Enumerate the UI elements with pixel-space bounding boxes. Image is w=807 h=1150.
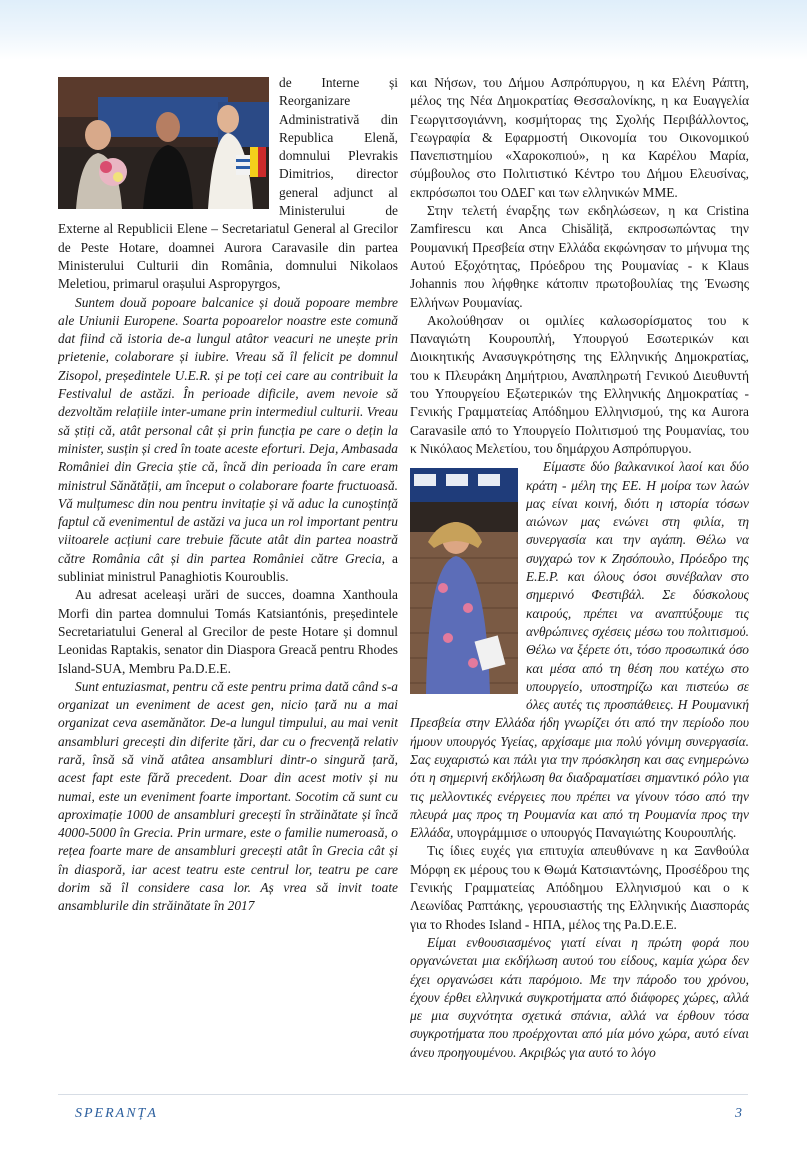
photo-women-with-flowers — [58, 77, 269, 209]
left-column — [58, 74, 398, 1090]
photo-speakers-on-stage — [410, 468, 518, 694]
magazine-title: SPERANȚA — [75, 1106, 158, 1121]
paragraph: και Νήσων, του Δήμου Ασπρόπυργου, η κα Ελένη Ράπτη, μέλος της Νέα Δημοκρατίας Θεσσαλονίκης, η κα Ευαγγελία Γεωργιτσογιάννη, κοσμήτορας της Σχολής Περιβάλλοντος, Γεωγραφία & Εφαρμοστή Οικονομία του Οικονομικού Πανεπιστημίου «Χαροκοπιού», η κα Καρέλου Μαρία, σύμβουλος στο Πολιτιστικό Κέντρο του Δήμου Ελευσίνας, εκπρόσωποι του ΟΔΕΓ και των ελληνικών ΜΜΕ. — [410, 75, 749, 200]
paragraph-quote — [58, 678, 398, 916]
right-column — [410, 74, 749, 1090]
paragraph: Au adresat aceleași urări de succes, doamna Xanthoula Morfi din partea domnului Tomás Katsiantónis, președintele Secretariatului General al Grecilor de peste Hotare și domnul Leonidas Raptakis, senator din Diaspora Greacă pentru Rhodes Island-SUA, Membru Pa.D.E.E. — [58, 587, 398, 676]
quote-attribution: a subliniat ministrul Panaghiotis Kouroublis. — [58, 550, 398, 585]
paragraph-quote — [410, 934, 749, 1062]
quote-text: Είμαι ενθουσιασμένος γιατί είναι η πρώτη φορά που οργανώνεται μια εκδήλωση αυτού του είδους, καμία χώρα δεν έχει οργανώσει κάτι παρόμοιο. Με την πάροδο του χρόνου, έχουν έρθει ελληνικά συγκροτήματα από διάφορες χώρες, αλλά με μια συχνότητα σχετικά σπάνια, αλλά να έρθουν τόσα συγκροτήματα που προέρχονται από μία μόνο χώρα, αυτό είναι άνευ προηγουμένου. Ακριβώς για αυτό το λόγο — [410, 934, 749, 1060]
paragraph-quote — [58, 294, 398, 587]
paragraph: de Interne și Reorganizare Administrativă din Republica Elenă, domnului Plevrakis Dimitrios, director general adjunct al Ministerului de Externe al Republicii Elene – Secretariatul General al Grecilor de Peste Hotare, doamnei Aurora Caravasile din partea Ministerului Culturii din România, domnului Nikolaos Meletiou, primarul orașului Aspropyrgos, — [58, 75, 398, 292]
paragraph: Στην τελετή έναρξης των εκδηλώσεων, η κα Cristina Zamfirescu και Anca Chisăliță, εκπροσωπώντας την Ρουμανική Πρεσβεία στην Ελλάδα εκφώνησαν το μήνυμα της Αυτού Εξοχότητας, Πρόεδρου της Ρουμανίας - κ Klaus Johannis που λήφθηκε κάτοπιν πρωτοβουλίας της Ένωσης Ελλήνων Ρουμανίας. — [410, 203, 749, 310]
footer-divider — [58, 1094, 748, 1095]
header-band — [0, 0, 807, 60]
quote-attribution: υπογράμμισε ο υπουργός Παναγιώτης Κουρουπλής. — [456, 825, 737, 841]
quote-text: Sunt entuziasmat, pentru că este pentru prima dată când s-a organizat un eveniment de acest gen, nicio țară nu a mai organizat ceva asemănător. De-a lungul timpului, au mai venit ansambluri grecești din diferite țări, dar cu o frecvență relativ rară, însă să vină atâtea ansambluri dintr-o singură țară, acest fapt este fără precedent. Doar din acest motiv și nu numai, este un eveniment foarte important. Socotim că sunt cu aproximație 1000 de ansambluri grecești în străinătate și încă 4000-5000 în Grecia. Prin urmare, este o familie numeroasă, o rețea foarte mare de ansambluri grecești atât în Grecia cât și în diasporă, iar acest teatru este centrul lor, teatru pe care dorim să îl considere casa lor. Aș vrea să invit toate ansamblurile din străinătate în 2017 — [58, 678, 398, 914]
paragraph: Τις ίδιες ευχές για επιτυχία απευθύνανε η κα Ξανθούλα Μόρφη εκ μέρους του κ Θωμά Κατσιαντώνης, Προσέδρου της Γενικής Γραμματείας Απόδημου Ελληνισμού και ο κ Λεωνίδας Ραπτάκης, γερουσιαστής της Ελληνικής Διασποράς για το Rhodes Island - ΗΠΑ, μέλος της Pa.D.E.E. — [410, 843, 749, 932]
quote-text: Είμαστε δύο βαλκανικοί λαοί και δύο κράτη - μέλη της ΕΕ. Η μοίρα των λαών μας είναι κοινή, διότι η ιστορία τόσων αιώνων μας ενώνει στη φιλία, τη συνεργασία και την αγάπη. Θέλω να συγχαρώ τον κ Ζησόπουλο, Πρόεδρο της Ε.Ε.Ρ. και όλους όσοι συνέβαλαν στο σημερινό Φεστιβάλ. Σε δύσκολους καιρούς, πρέπει να αναπτύξουμε τις ανθρώπινες σχέσεις μέσω του πολιτισμού. Θέλω να ξέρετε ότι, τόσο προσωπικά όσο και μέσα από τη θέση που κατέχω στο υπουργείο, υποστηρίζω και πιστεύω σε όλες αυτές τις προσπάθειες. Η Ρουμανική Πρεσβεία στην Ελλάδα ήδη γνωρίζει ότι από την περίοδο που ήμουν υπουργός Υγείας, αρχίσαμε μια πολύ γόνιμη συνεργασία. Σας ευχαριστώ και πάλι για την πρόσκληση και σας ενημερώνω ότι η σημερινή εκδήλωση θα διαδραματίσει σημαντικό ρόλο για τις μελλοντικές ενέργειες που πρέπει να γίνουν τόσο από την πλευρά μας προς τη Ρουμανία και από τη Ρουμανία προς την Ελλάδα, — [410, 459, 749, 841]
paragraph: Ακολούθησαν οι ομιλίες καλωσορίσματος του κ Παναγιώτη Κουρουπλή, Υπουργού Εσωτερικών και Διοικητικής Ανασυγκρότησης της Ελληνικής Δημοκρατίας, του κ Πλευράκη Δημήτριου, Αναπληρωτή Γενικού Διευθυντή του Υπουργείου Εξωτερικών της Ελληνικής Δημοκρατίας - Γενικής Γραμματείας Απόδημου Ελληνισμού, της κα Aurora Caravasile από το Υπουργείο Πολιτισμού της Ρουμανίας, του κ Νικόλαος Μελετίου, του δημάρχου Ασπρόπυργου. — [410, 312, 749, 456]
page-number: 3 — [735, 1106, 742, 1121]
quote-text: Suntem două popoare balcanice și două popoare membre ale Uniunii Europene. Soarta popoarelor noastre este comună dat fiind că istoria de-a lungul atâtor veacuri ne unește prin prietenie, colaborare și iubire. Vreau să îl felicit pe domnul Zisopol, președintele U.E.R. și pe toți cei care au contribuit la Festivalul de astăzi. În perioade dificile, avem nevoie să dezvoltăm relațiile inter-umane prin intermediul culturii. Vreau să știți că, atât personal cât și prin funcția pe care o dețin la minister, susțin și cred în toate aceste eforturi. Deja, Ambasada României din Grecia știe că, încă din perioada în care eram ministrul Sănătății, am început o colaborare foarte fructuoasă. Vă mulțumesc din nou pentru invitație și vă aduc la cunoștință faptul că evenimentul de astăzi va juca un rol important pentru viitoarele acțiuni care trebuie făcute atât din partea noastră către România cât și din partea României către Grecia, — [58, 294, 398, 566]
